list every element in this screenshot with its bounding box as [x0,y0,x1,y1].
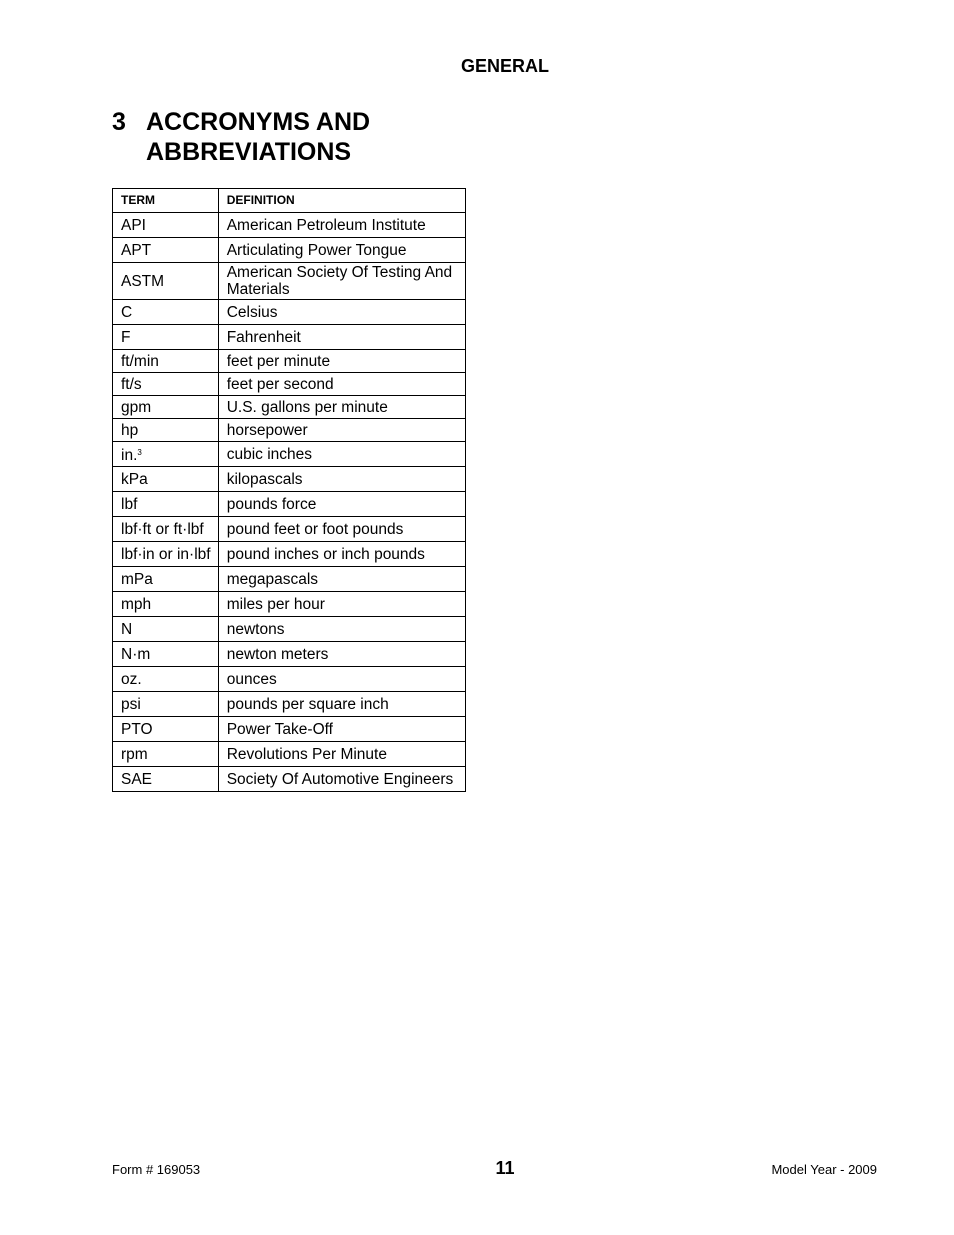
term-cell: ft/s [113,373,219,396]
definition-cell: horsepower [218,419,465,442]
term-cell: gpm [113,396,219,419]
table-header-row [113,189,466,213]
term-cell: APT [113,238,219,263]
definition-cell: American Society Of Testing And Materials [218,263,465,300]
table-row [113,300,466,325]
term-cell: oz. [113,667,219,692]
table-row [113,373,466,396]
term-cell: hp [113,419,219,442]
term-cell: C [113,300,219,325]
heading-title: ACCRONYMS AND ABBREVIATIONS [146,108,371,166]
term-cell: SAE [113,767,219,792]
table-row [113,667,466,692]
definition-cell: ounces [218,667,465,692]
definition-cell: newtons [218,617,465,642]
form-number: Form # 169053 [112,1162,201,1177]
definition-cell: newton meters [218,642,465,667]
term-cell: ASTM [113,263,219,300]
table-row [113,213,466,238]
table-row [113,396,466,419]
table-row [113,542,466,567]
term-cell: mph [113,592,219,617]
definition-cell: megapascals [218,567,465,592]
table-row [113,442,466,467]
table-row [113,263,466,300]
term-cell: N·m [113,642,219,667]
term-cell: PTO [113,717,219,742]
definition-cell: Society Of Automotive Engineers [218,767,465,792]
definition-cell: cubic inches [218,442,465,467]
term-cell: F [113,325,219,350]
table-row [113,692,466,717]
term-cell: lbf·in or in·lbf [113,542,219,567]
table-row [113,350,466,373]
definition-cell: American Petroleum Institute [218,213,465,238]
definition-cell: miles per hour [218,592,465,617]
term-cell: psi [113,692,219,717]
table-row [113,492,466,517]
definition-cell: Revolutions Per Minute [218,742,465,767]
table-row [113,617,466,642]
term-cell: kPa [113,467,219,492]
term-cell [113,442,219,467]
definition-cell: pounds force [218,492,465,517]
definition-cell: kilopascals [218,467,465,492]
column-header-definition: DEFINITION [218,189,465,213]
page-heading [112,107,446,167]
term-cell: N [113,617,219,642]
definition-cell: pound feet or foot pounds [218,517,465,542]
table-row [113,467,466,492]
term-cell: lbf·ft or ft·lbf [113,517,219,542]
term-cell: ft/min [113,350,219,373]
table-row [113,717,466,742]
page-footer [0,1158,954,1182]
definition-cell: U.S. gallons per minute [218,396,465,419]
definition-cell: pound inches or inch pounds [218,542,465,567]
term-cell: API [113,213,219,238]
definition-cell: Celsius [218,300,465,325]
section-header: GENERAL [460,56,549,76]
table-row [113,325,466,350]
table-row [113,592,466,617]
term-cell: mPa [113,567,219,592]
table-row [113,742,466,767]
table-row [113,517,466,542]
term-cell: rpm [113,742,219,767]
column-header-term: TERM [113,189,219,213]
table-row [113,238,466,263]
definition-cell: Fahrenheit [218,325,465,350]
table-row [113,419,466,442]
table-row [113,767,466,792]
heading-number: 3 [112,108,126,136]
acronyms-table [112,188,466,792]
page-number: 11 [495,1158,515,1178]
definition-cell: feet per minute [218,350,465,373]
term-text: in. [121,447,138,464]
definition-cell: Power Take-Off [218,717,465,742]
definition-cell: feet per second [218,373,465,396]
table-row [113,567,466,592]
definition-cell: Articulating Power Tongue [218,238,465,263]
term-cell: lbf [113,492,219,517]
superscript: 3 [137,448,142,457]
definition-cell: pounds per square inch [218,692,465,717]
model-year: Model Year - 2009 [771,1162,877,1177]
table-row [113,642,466,667]
